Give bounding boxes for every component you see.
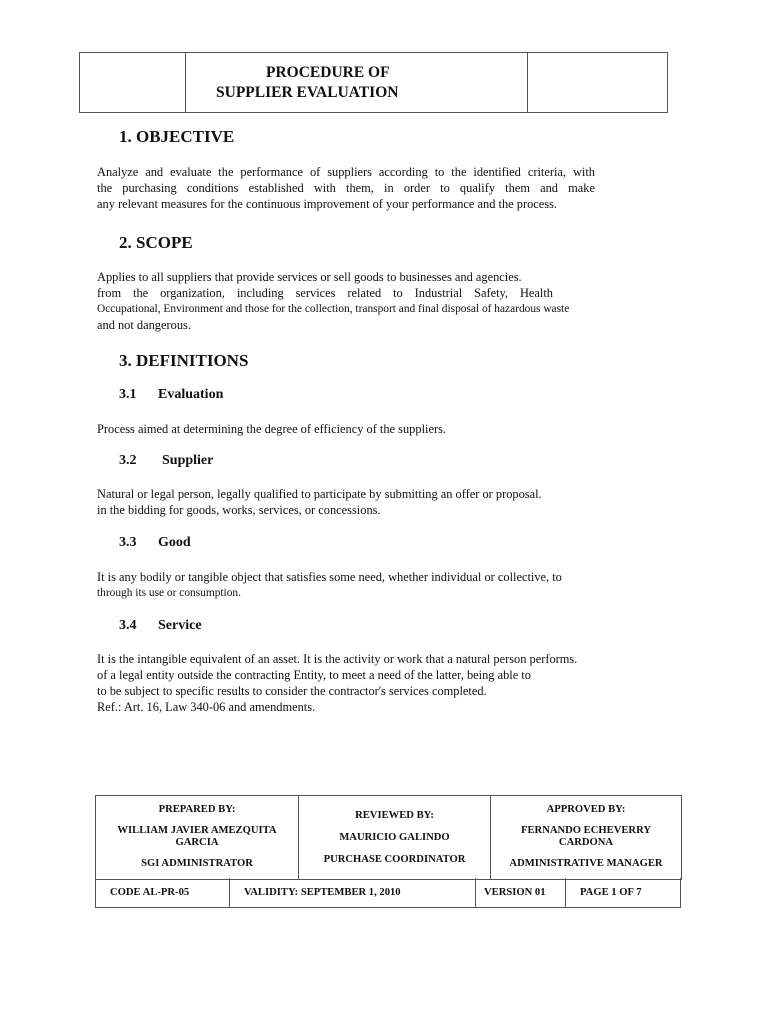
document-title-line-1: PROCEDURE OF <box>266 63 390 81</box>
definition-number: 3.4 <box>119 618 137 633</box>
definition-title: Supplier <box>162 453 214 468</box>
paragraph-line: to be subject to specific results to consider the contractor's services completed. <box>97 684 487 698</box>
definition-text-service <box>97 651 617 715</box>
scope-paragraph <box>97 269 642 333</box>
definition-number: 3.3 <box>119 535 137 550</box>
definition-title: Good <box>158 535 191 550</box>
paragraph-line: Applies to all suppliers that provide services or sell goods to businesses and agencies. <box>97 270 522 284</box>
definition-heading-service <box>119 618 202 634</box>
paragraph-line: Analyze and evaluate the performance of suppliers according to the identified criteria, with <box>97 165 595 179</box>
paragraph-line: of a legal entity outside the contracting Entity, to meet a need of the latter, being able to <box>97 668 531 682</box>
header-right-cell <box>528 53 667 112</box>
definition-text-supplier <box>97 486 595 518</box>
approved-by-role: ADMINISTRATIVE MANAGER <box>509 858 663 869</box>
paragraph-line: in the bidding for goods, works, services, or concessions. <box>97 503 381 517</box>
document-version: VERSION 01 <box>476 878 566 907</box>
paragraph-line: It is the intangible equivalent of an asset. It is the activity or work that a natural person performs. <box>97 652 578 666</box>
paragraph-line: and not dangerous. <box>97 318 191 332</box>
definition-heading-evaluation <box>119 387 223 403</box>
paragraph-line: Occupational, Environment and those for the collection, transport and final disposal of hazardous waste <box>97 303 570 315</box>
paragraph-line: It is any bodily or tangible object that satisfies some need, whether individual or collective, to <box>97 570 562 584</box>
definition-text-evaluation <box>97 421 595 437</box>
approval-table <box>95 795 682 880</box>
section-heading-definitions: 3. DEFINITIONS <box>119 351 249 370</box>
definition-heading-supplier <box>119 453 213 469</box>
reviewed-by-name: MAURICIO GALINDO <box>339 832 450 843</box>
approved-by-name-line-2: CARDONA <box>558 837 614 848</box>
prepared-by-name-line-2: GARCIA <box>175 837 219 848</box>
reviewed-by-role: PURCHASE COORDINATOR <box>323 854 466 865</box>
header-logo-cell <box>80 53 186 112</box>
definition-number: 3.1 <box>119 387 137 402</box>
reviewed-by-cell <box>299 796 491 880</box>
document-validity: VALIDITY: SEPTEMBER 1, 2010 <box>230 878 476 907</box>
prepared-by-name-line-1: WILLIAM JAVIER AMEZQUITA <box>117 825 277 836</box>
paragraph-line: Process aimed at determining the degree of efficiency of the suppliers. <box>97 422 446 436</box>
paragraph-line: the purchasing conditions established with them, in order to qualify them and make <box>97 181 595 195</box>
approved-by-label: APPROVED BY: <box>546 804 626 815</box>
paragraph-line: any relevant measures for the continuous improvement of your performance and the process. <box>97 197 558 211</box>
header-title-cell <box>186 53 528 112</box>
document-page-number: PAGE 1 OF 7 <box>580 887 642 898</box>
paragraph-line: Ref.: Art. 16, Law 340-06 and amendments. <box>97 700 316 714</box>
definition-title: Service <box>158 618 202 633</box>
definition-heading-good <box>119 535 191 551</box>
document-title-line-2: SUPPLIER EVALUATION <box>216 83 399 101</box>
definition-text-good <box>97 569 595 601</box>
section-heading-objective: 1. OBJECTIVE <box>119 127 235 146</box>
approved-by-name-line-1: FERNANDO ECHEVERRY <box>521 825 651 836</box>
paragraph-line: Natural or legal person, legally qualified to participate by submitting an offer or proposal. <box>97 487 542 501</box>
approved-by-cell <box>491 796 682 880</box>
reviewed-by-label: REVIEWED BY: <box>355 810 434 821</box>
prepared-by-label: PREPARED BY: <box>158 804 236 815</box>
section-heading-scope: 2. SCOPE <box>119 233 193 252</box>
document-code: CODE AL-PR-05 <box>96 878 230 907</box>
definition-title: Evaluation <box>158 387 224 402</box>
prepared-by-cell <box>96 796 299 880</box>
prepared-by-role: SGI ADMINISTRATOR <box>141 858 253 869</box>
paragraph-line: through its use or consumption. <box>97 587 241 599</box>
document-header <box>79 52 668 113</box>
paragraph-line: from the organization, including services related to Industrial Safety, Health <box>97 286 553 300</box>
document-meta-row <box>95 878 681 908</box>
definition-number: 3.2 <box>119 453 137 468</box>
objective-paragraph <box>97 164 595 212</box>
